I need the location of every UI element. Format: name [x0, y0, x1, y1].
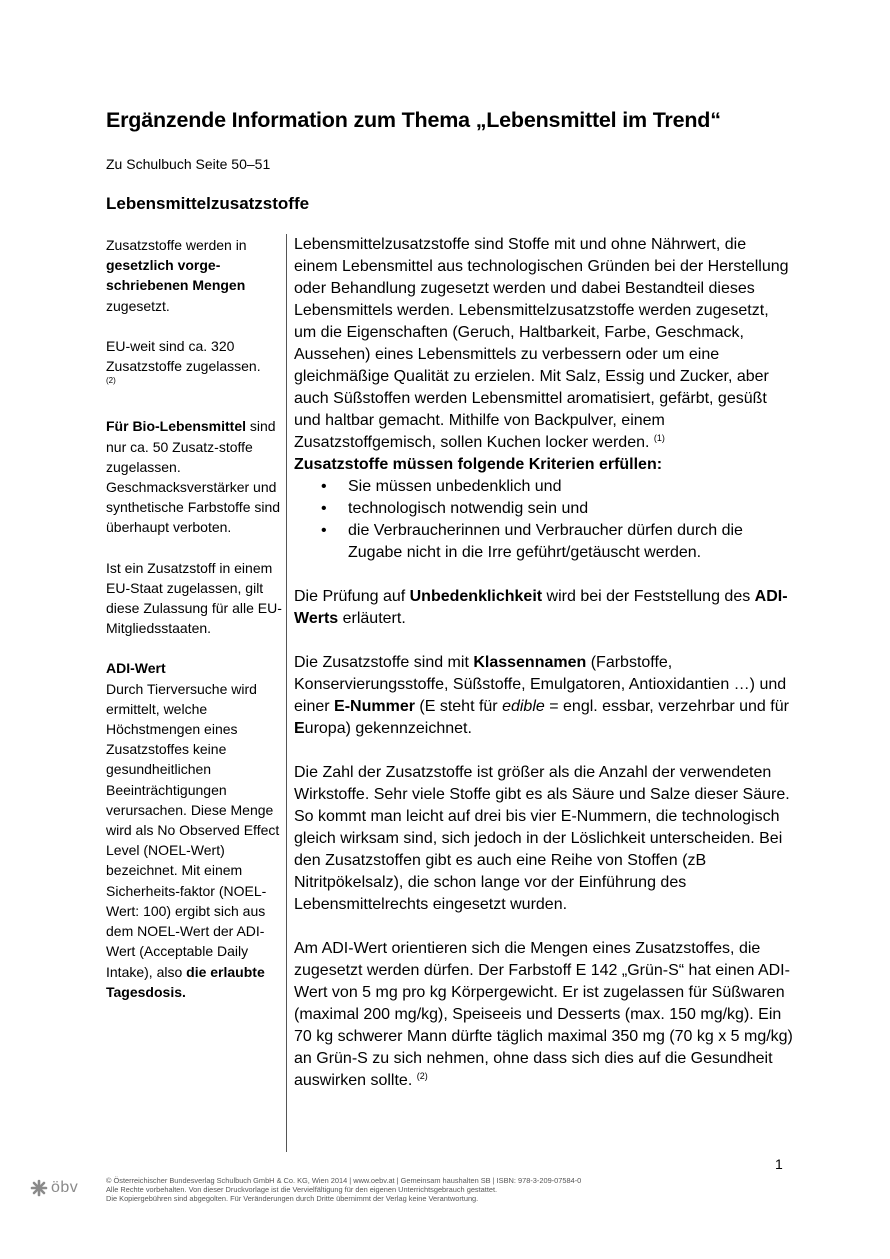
bold-text: E: [294, 720, 305, 737]
sidebar-bold-text: gesetzlich vorge-schriebenen Mengen: [106, 257, 246, 294]
sidebar-bold-text: die erlaubte Tagesdosis.: [106, 963, 265, 1000]
logo-text: öbv: [51, 1179, 79, 1196]
sidebar-bold-text: Für Bio-Lebensmittel: [106, 418, 247, 435]
adi-paragraph: [294, 938, 794, 1092]
italic-text: edible: [502, 698, 545, 715]
column-divider: [286, 234, 287, 1152]
bold-text: Unbedenklichkeit: [409, 588, 543, 605]
sidebar-text: sind nur ca. 50 Zusatz-stoffe zugelassen. Geschmacksverstärker und synthetische Farbstoffe sind überhaupt verboten.: [106, 418, 281, 536]
bold-text: ADI-Werts: [294, 588, 788, 627]
list-item: • technologisch notwendig sein und: [348, 498, 794, 520]
page-subtitle: Zu Schulbuch Seite 50–51: [106, 156, 271, 172]
sidebar-text: Zusatzstoffe werden in: [106, 237, 247, 253]
page-title: Ergänzende Information zum Thema „Lebensmittel im Trend“: [106, 108, 721, 132]
klassen-paragraph: [294, 652, 794, 740]
criteria-heading: [294, 454, 794, 476]
sidebar-paragraph-3: [106, 416, 282, 537]
sidebar-paragraph-5: [106, 658, 282, 1001]
pruefung-paragraph: [294, 586, 794, 630]
list-item: • die Verbraucherinnen und Verbraucher dürfen durch die Zugabe nicht in die Irre geführt/getäuscht werden.: [348, 520, 794, 564]
footer: [106, 1176, 806, 1203]
section-heading: Lebensmittelzusatzstoffe: [106, 194, 310, 213]
body-text: Die Prüfung auf: [294, 588, 410, 605]
footer-line: © Österreichischer Bundesverlag Schulbuch GmbH & Co. KG, Wien 2014 | www.oebv.at | Gemeinsam haushalten SB | ISBN: 978-3-209-07584-0: [106, 1176, 582, 1185]
bold-text: Klassennamen: [473, 654, 587, 671]
zahl-paragraph: Die Zahl der Zusatzstoffe ist größer als die Anzahl der verwendeten Wirkstoffe. Sehr viele Stoffe gibt es als Säure und Salze dieser Säure. So kommt man leicht auf drei bis vier E-Nummern, die technologisch gleich wirksam sind, sich jedoch in der Löslichkeit unterscheiden. Bei den Zusatzstoffen gibt es auch eine Reihe von Stoffen (zB Nitritpökelsalz), die schon lange vor der Einführung des Lebensmittelrechts eingesetzt wurden.: [294, 764, 790, 913]
body-text: = engl. essbar, verzehrbar und für: [544, 698, 789, 715]
footer-line: Die Kopiergebühren sind abgegolten. Für Veränderungen durch Dritte übernimmt der Verlag keine Verantwortung.: [106, 1194, 479, 1203]
footnote-reference: (1): [653, 433, 665, 443]
body-text: wird bei der Feststellung des: [542, 588, 755, 605]
body-text: (Farbstoffe, Konservierungsstoffe, Süßstoffe, Emulgatoren, Antioxidantien …) und einer: [294, 654, 787, 715]
list-item: • Sie müssen unbedenklich und: [348, 476, 794, 498]
criteria-list: [294, 476, 794, 564]
body-text: Die Zusatzstoffe sind mit: [294, 654, 474, 671]
oebv-logo-icon: [30, 1179, 48, 1197]
body-text: Am ADI-Wert orientieren sich die Mengen eines Zusatzstoffes, die zugesetzt werden dürfen. Der Farbstoff E 142 „Grün-S“ hat einen ADI-Wert von 5 mg pro kg Körpergewicht. Er ist zugelassen für Süßwaren (maximal 200 mg/kg), Speiseeis und Desserts (max. 150 mg/kg). Ein 70 kg schwerer Mann dürfte täglich maximal 350 mg (70 kg x 5 mg/kg) an Grün-S zu sich nehmen, ohne dass sich dies auf die Gesundheit auswirken sollte.: [294, 940, 793, 1089]
sidebar-paragraph-4: Ist ein Zusatzstoff in einem EU-Staat zugelassen, gilt diese Zulassung für alle EU-Mitgliedsstaaten.: [106, 559, 282, 637]
sidebar-paragraph-2: [106, 336, 282, 397]
intro-paragraph: [294, 234, 794, 454]
sidebar-text: EU-weit sind ca. 320 Zusatzstoffe zugelassen.: [106, 337, 261, 375]
body-text: uropa) gekennzeichnet.: [304, 720, 472, 737]
page-number: 1: [775, 1156, 783, 1172]
sidebar-subheading: ADI-Wert: [106, 660, 166, 677]
criteria-heading-text: Zusatzstoffe müssen folgende Kriterien erfüllen:: [294, 456, 663, 473]
body-text: erläutert.: [338, 610, 406, 627]
footer-line: Alle Rechte vorbehalten. Von dieser Druckvorlage ist die Vervielfältigung für den eigenen Unterrichtsgebrauch gestattet.: [106, 1185, 498, 1194]
sidebar-text: Durch Tierversuche wird ermittelt, welche Höchstmengen eines Zusatzstoffes keine gesundheitlichen Beeinträchtigungen verursachen. Diese Menge wird als No Observed Effect Level (NOEL-Wert) bezeichnet. Mit einem Sicherheits-faktor (NOEL-Wert: 100) ergibt sich aus dem NOEL-Wert der ADI-Wert (Acceptable Daily Intake), also: [106, 680, 280, 980]
bold-text: E-Nummer: [334, 698, 415, 715]
publisher-logo: [30, 1179, 78, 1197]
footnote-reference: (2): [416, 1071, 428, 1081]
body-text: (E steht für: [414, 698, 503, 715]
footnote-reference: (2): [106, 376, 116, 386]
main-content: [294, 234, 794, 1092]
sidebar-text: zugesetzt.: [106, 297, 170, 314]
sidebar: [106, 235, 282, 1022]
sidebar-paragraph-1: [106, 235, 282, 316]
intro-text: Lebensmittelzusatzstoffe sind Stoffe mit und ohne Nährwert, die einem Lebensmittel aus technologischen Gründen bei der Herstellung oder Behandlung zugesetzt werden und dabei Bestandteil dieses Lebensmittels werden. Lebensmittelzusatzstoffe werden zugesetzt, um die Eigenschaften (Geruch, Haltbarkeit, Farbe, Geschmack, Aussehen) eines Lebensmittels zu verbessern oder um eine gleichmäßige Qualität zu erzielen. Mit Salz, Essig und Zucker, aber auch Süßstoffen werden Lebensmittel aromatisiert, gefärbt, gesüßt und haltbar gemacht. Mithilfe von Backpulver, einem Zusatzstoffgemisch, sollen Kuchen locker werden.: [294, 236, 789, 451]
